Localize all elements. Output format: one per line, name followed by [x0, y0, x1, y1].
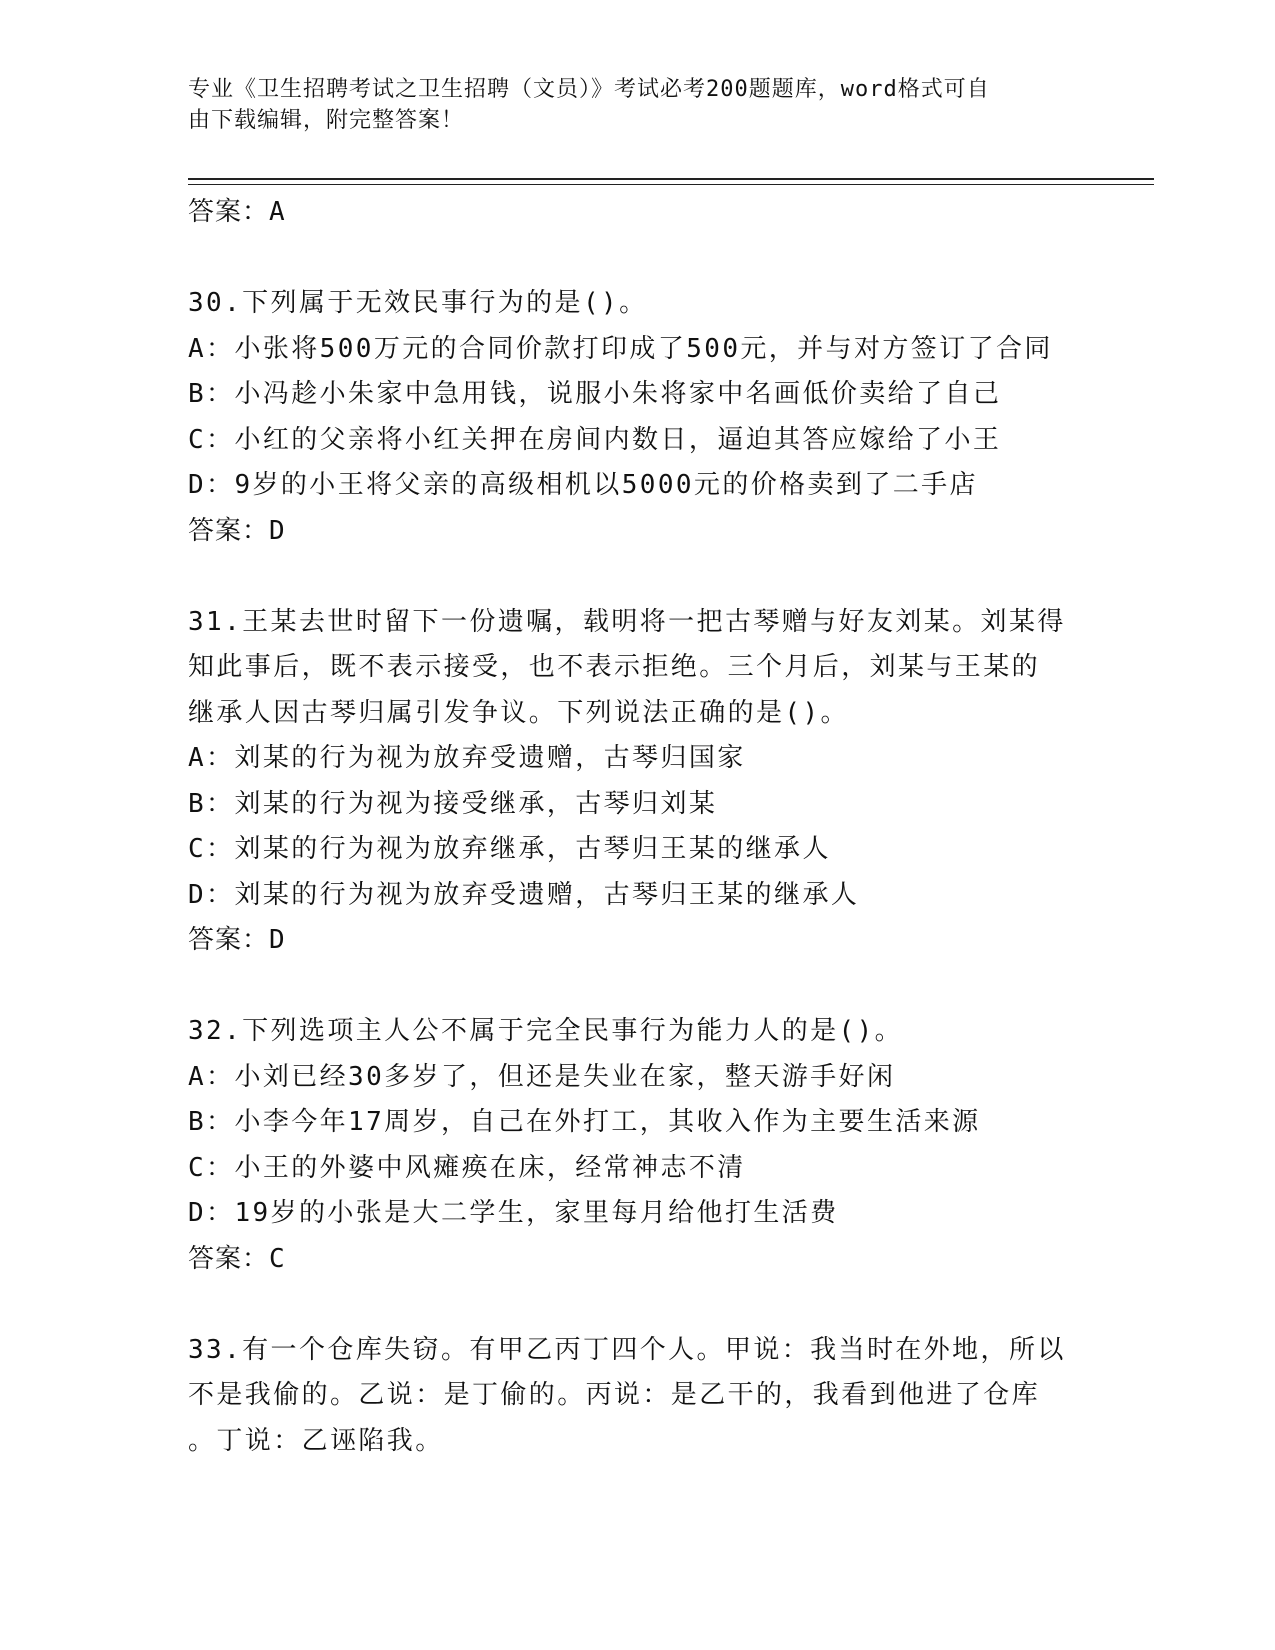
answer-value: D	[269, 515, 286, 546]
question-30	[188, 281, 1088, 554]
option-a: A：刘某的行为视为放弃受遗赠，古琴归国家	[188, 743, 746, 773]
header-divider-thick	[188, 178, 1154, 180]
answer-value: C	[269, 1243, 286, 1274]
option-a: A：小张将500万元的合同价款打印成了500元，并与对方签订了合同	[188, 333, 1053, 364]
option-c: C：刘某的行为视为放弃继承，古琴归王某的继承人	[188, 834, 831, 864]
answer-line	[188, 1237, 1088, 1283]
document-header	[188, 74, 1088, 136]
option-b: B：刘某的行为视为接受继承，古琴归刘某	[188, 788, 718, 819]
option-a: A：小刘已经30多岁了，但还是失业在家，整天游手好闲	[188, 1061, 896, 1092]
answer-line	[188, 918, 1088, 964]
question-31	[188, 600, 1088, 964]
answer-line	[188, 190, 1088, 236]
answer-label: 答案：	[188, 925, 270, 955]
question-32	[188, 1009, 1088, 1282]
document-body	[188, 190, 1088, 1464]
answer-value: A	[269, 197, 286, 227]
question-stem: 33.有一个仓库失窃。有甲乙丙丁四个人。甲说：我当时在外地，所以	[188, 1334, 1066, 1365]
question-stem: 31.王某去世时留下一份遗嘱，载明将一把古琴赠与好友刘某。刘某得	[188, 606, 1066, 637]
header-line-2: 由下载编辑，附完整答案！	[188, 108, 465, 133]
question-stem: 。丁说：乙诬陷我。	[188, 1425, 444, 1456]
question-stem: 30.下列属于无效民事行为的是()。	[188, 288, 648, 318]
answer-label: 答案：	[188, 1243, 270, 1274]
header-divider-thin	[188, 184, 1154, 185]
spacer	[188, 236, 1088, 282]
option-c: C：小王的外婆中风瘫痪在床，经常神志不清	[188, 1152, 746, 1183]
spacer	[188, 964, 1088, 1010]
answer-label: 答案：	[188, 515, 270, 546]
spacer	[188, 554, 1088, 600]
option-b: B：小冯趁小朱家中急用钱，说服小朱将家中名画低价卖给了自己	[188, 379, 1002, 409]
spacer	[188, 1282, 1088, 1328]
option-c: C：小红的父亲将小红关押在房间内数日，逼迫其答应嫁给了小王	[188, 424, 1002, 455]
answer-value: D	[269, 925, 286, 955]
option-d: D：19岁的小张是大二学生，家里每月给他打生活费	[188, 1198, 839, 1228]
question-stem: 32.下列选项主人公不属于完全民事行为能力人的是()。	[188, 1016, 904, 1046]
question-33	[188, 1328, 1088, 1465]
option-b: B：小李今年17周岁，自己在外打工，其收入作为主要生活来源	[188, 1107, 981, 1137]
option-d: D：9岁的小王将父亲的高级相机以5000元的价格卖到了二手店	[188, 470, 978, 500]
question-stem: 不是我偷的。乙说：是丁偷的。丙说：是乙干的，我看到他进了仓库	[188, 1380, 1041, 1410]
header-line-1: 专业《卫生招聘考试之卫生招聘（文员）》考试必考200题题库，word格式可自	[188, 77, 990, 102]
answer-line	[188, 509, 1088, 555]
question-stem: 继承人因古琴归属引发争议。下列说法正确的是()。	[188, 697, 849, 728]
option-d: D：刘某的行为视为放弃受遗赠，古琴归王某的继承人	[188, 879, 860, 910]
question-stem: 知此事后，既不表示接受，也不表示拒绝。三个月后，刘某与王某的	[188, 652, 1041, 682]
answer-label: 答案：	[188, 197, 270, 227]
